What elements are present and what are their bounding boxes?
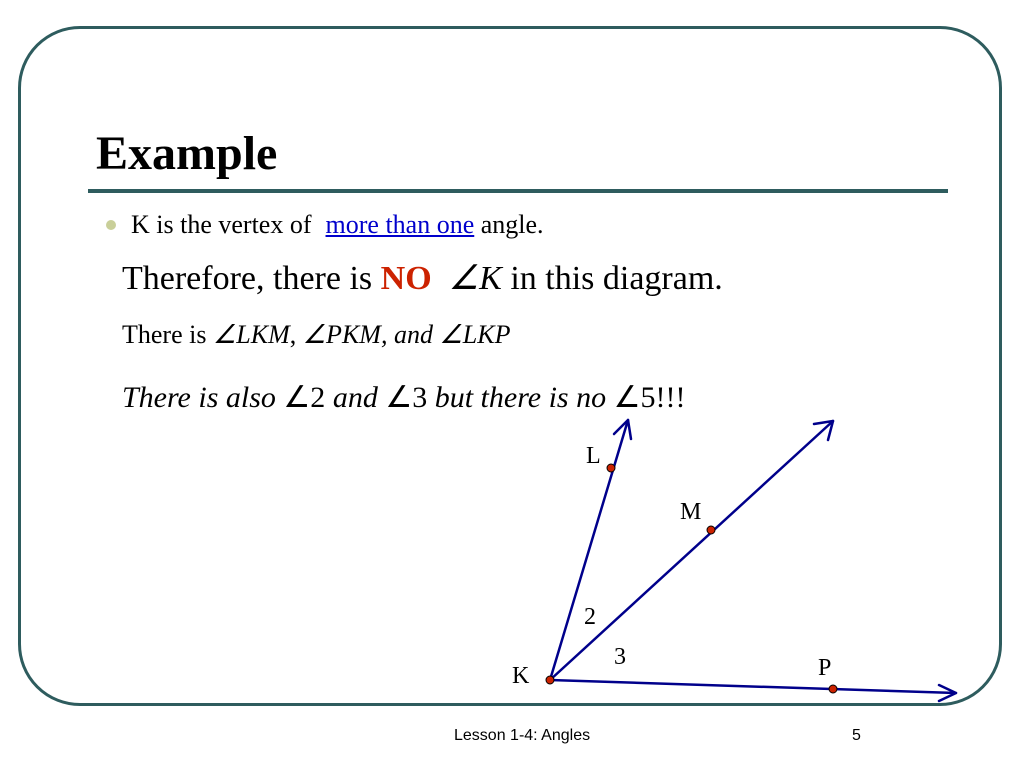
angle-lkm: ∠LKM <box>212 320 290 349</box>
angle-2: ∠2 <box>283 381 326 414</box>
bullet-text-before: K is the vertex of <box>131 210 312 239</box>
there-is-statement <box>122 318 510 352</box>
also-part-1: There is also <box>122 381 284 414</box>
angle-lkp: ∠LKP <box>439 320 511 349</box>
angle-pkm: ∠PKM <box>302 320 381 349</box>
label-m: M <box>680 499 702 525</box>
there-is-sep-2: , and <box>380 320 440 349</box>
angle-3: ∠3 <box>385 381 428 414</box>
angle-label-2: 2 <box>584 604 596 630</box>
title-divider <box>88 189 948 193</box>
more-than-one-link[interactable]: more than one <box>325 210 475 239</box>
also-statement <box>122 378 685 418</box>
bullet-icon <box>106 220 116 230</box>
bullet-text <box>131 209 544 241</box>
no-emphasis: NO <box>380 260 432 297</box>
angle-k: ∠K <box>448 260 502 297</box>
slide-title: Example <box>96 127 278 180</box>
label-p: P <box>818 655 832 681</box>
footer-lesson: Lesson 1-4: Angles <box>454 727 591 744</box>
therefore-before: Therefore, there is <box>122 260 381 297</box>
also-part-3: but there is no <box>427 381 614 414</box>
therefore-statement <box>122 258 723 300</box>
also-part-2: and <box>325 381 386 414</box>
therefore-after: in this diagram. <box>501 260 723 297</box>
bullet-text-after: angle. <box>474 210 544 239</box>
footer-page-number: 5 <box>852 727 861 744</box>
angle-label-3: 3 <box>614 644 626 670</box>
label-k: K <box>512 663 530 689</box>
label-l: L <box>586 443 601 469</box>
there-is-sep-1: , <box>289 320 303 349</box>
there-is-lead: There is <box>122 320 213 349</box>
angle-5: ∠5!!! <box>613 381 686 414</box>
